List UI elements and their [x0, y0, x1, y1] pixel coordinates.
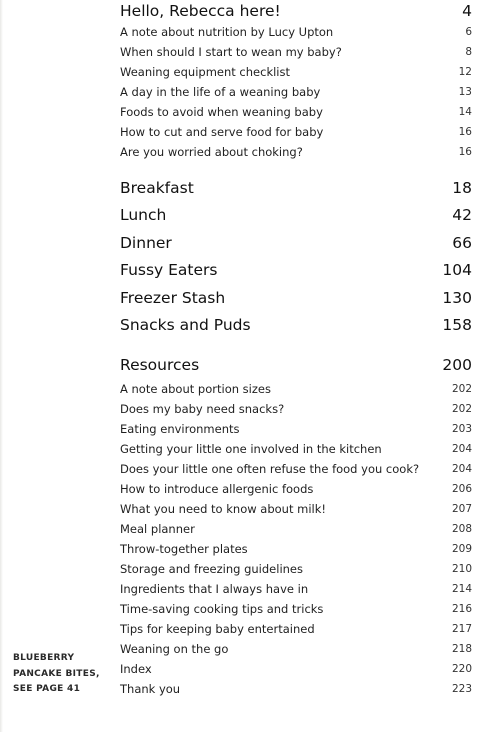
- toc-entry-page: 217: [451, 623, 472, 636]
- toc-entry[interactable]: [120, 102, 472, 122]
- toc-chapter-page: 104: [442, 261, 472, 280]
- toc-entry-title: Are you worried about choking?: [120, 145, 303, 159]
- toc-entry-page: 207: [451, 503, 472, 516]
- toc-entry[interactable]: [120, 539, 472, 559]
- toc-heading-title: Hello, Rebecca here!: [120, 2, 281, 20]
- toc-chapter[interactable]: [120, 257, 472, 284]
- toc-heading[interactable]: [120, 0, 472, 22]
- toc-entry-page: 14: [458, 106, 472, 118]
- toc-entry[interactable]: [120, 659, 472, 679]
- toc-chapter-title: Lunch: [120, 206, 167, 225]
- toc-entry-page: 210: [451, 563, 472, 576]
- toc-chapter-title: Snacks and Puds: [120, 315, 251, 334]
- toc-entry-title: Thank you: [120, 682, 181, 697]
- toc-entry-page: 13: [458, 86, 472, 98]
- photo-caption: [13, 651, 123, 698]
- toc-entry-page: 16: [458, 126, 472, 138]
- caption-line: BLUEBERRY: [13, 653, 75, 663]
- toc-entry[interactable]: [120, 439, 472, 459]
- toc-entry-title: Index: [120, 662, 152, 677]
- toc-entry-page: 8: [465, 46, 472, 58]
- page-edge: [0, 0, 3, 732]
- toc-entry-title: What you need to know about milk!: [120, 502, 326, 517]
- toc-heading-page: 4: [462, 2, 472, 20]
- toc-entry-title: A note about portion sizes: [120, 382, 271, 397]
- toc-chapter-title: Dinner: [120, 233, 172, 252]
- toc-heading-title: Resources: [120, 356, 200, 374]
- toc-entry-page: 206: [451, 483, 472, 496]
- toc-entry[interactable]: [120, 122, 472, 142]
- toc-entry[interactable]: [120, 599, 472, 619]
- toc-entry-title: Getting your little one involved in the kitchen: [120, 442, 382, 457]
- toc-entry[interactable]: [120, 379, 472, 399]
- toc-chapter-title: Freezer Stash: [120, 288, 226, 307]
- toc-entry-page: 204: [451, 463, 472, 476]
- toc-entry-title: Weaning on the go: [120, 642, 229, 657]
- toc-entry-title: A note about nutrition by Lucy Upton: [120, 25, 334, 39]
- toc-entry[interactable]: [120, 639, 472, 659]
- toc-entry-page: 16: [458, 146, 472, 158]
- toc-entry[interactable]: [120, 22, 472, 42]
- toc-entry-page: 6: [465, 26, 472, 38]
- caption-line: PANCAKE BITES,: [13, 668, 100, 679]
- toc-chapter[interactable]: [120, 202, 472, 229]
- toc-chapter-title: Breakfast: [120, 179, 194, 197]
- toc-entry-title: Storage and freezing guidelines: [120, 562, 303, 577]
- toc-entry-page: 216: [451, 603, 472, 616]
- toc-entry-page: 218: [451, 643, 472, 656]
- toc-chapter-page: 66: [452, 233, 472, 252]
- toc-entry-title: Eating environments: [120, 422, 240, 437]
- toc-entry-title: How to introduce allergenic foods: [120, 482, 314, 497]
- toc-chapter-page: 42: [452, 206, 472, 225]
- toc-entry-title: Weaning equipment checklist: [120, 65, 290, 79]
- toc-entry[interactable]: [120, 82, 472, 102]
- toc-chapter-title: Fussy Eaters: [120, 261, 218, 280]
- toc-entry[interactable]: [120, 499, 472, 519]
- toc-entry-page: 208: [451, 523, 472, 536]
- resources-section: [120, 352, 472, 699]
- toc-chapter-page: 130: [442, 288, 472, 307]
- toc-entry[interactable]: [120, 619, 472, 639]
- toc-entry-page: 209: [451, 543, 472, 556]
- toc-chapter[interactable]: [120, 175, 472, 202]
- toc-entry-title: Tips for keeping baby entertained: [120, 622, 315, 637]
- toc-entry-page: 214: [451, 583, 472, 596]
- toc-entry-title: Meal planner: [120, 522, 195, 537]
- chapters-section: [120, 175, 472, 339]
- toc-entry[interactable]: [120, 142, 472, 162]
- toc-entry-title: When should I start to wean my baby?: [120, 45, 342, 59]
- toc-entry-page: 204: [451, 443, 472, 456]
- toc-chapter[interactable]: [120, 312, 472, 339]
- toc-entry[interactable]: [120, 579, 472, 599]
- toc-entry-page: 202: [451, 403, 472, 416]
- toc-entry-title: Does my baby need snacks?: [120, 402, 285, 417]
- toc-heading[interactable]: [120, 352, 472, 379]
- intro-section: [120, 0, 472, 162]
- toc-entry-page: 12: [458, 66, 472, 78]
- toc-entry-title: Throw-together plates: [120, 542, 248, 557]
- toc-chapter-page: 158: [442, 315, 472, 334]
- toc-entry-title: How to cut and serve food for baby: [120, 125, 324, 139]
- toc-entry-title: Ingredients that I always have in: [120, 582, 309, 597]
- toc-entry-title: A day in the life of a weaning baby: [120, 85, 321, 99]
- toc-entry[interactable]: [120, 679, 472, 699]
- toc-chapter[interactable]: [120, 230, 472, 257]
- toc-entry[interactable]: [120, 399, 472, 419]
- toc-entry-page: 223: [451, 683, 472, 696]
- toc-entry[interactable]: [120, 559, 472, 579]
- toc-entry-page: 203: [451, 423, 472, 436]
- toc-entry-title: Time-saving cooking tips and tricks: [120, 602, 324, 617]
- toc-entry[interactable]: [120, 479, 472, 499]
- toc-entry[interactable]: [120, 459, 472, 479]
- toc-entry-title: Does your little one often refuse the food you cook?: [120, 462, 420, 477]
- caption-line: SEE PAGE 41: [13, 684, 81, 694]
- toc-entry-page: 220: [451, 663, 472, 676]
- toc-entry[interactable]: [120, 42, 472, 62]
- toc-entry[interactable]: [120, 62, 472, 82]
- toc-heading-page: 200: [442, 356, 472, 374]
- toc-chapter-page: 18: [452, 179, 472, 197]
- toc-entry-page: 202: [451, 383, 472, 396]
- toc-entry[interactable]: [120, 519, 472, 539]
- toc-entry-title: Foods to avoid when weaning baby: [120, 105, 323, 119]
- toc-chapter[interactable]: [120, 285, 472, 312]
- toc-entry[interactable]: [120, 419, 472, 439]
